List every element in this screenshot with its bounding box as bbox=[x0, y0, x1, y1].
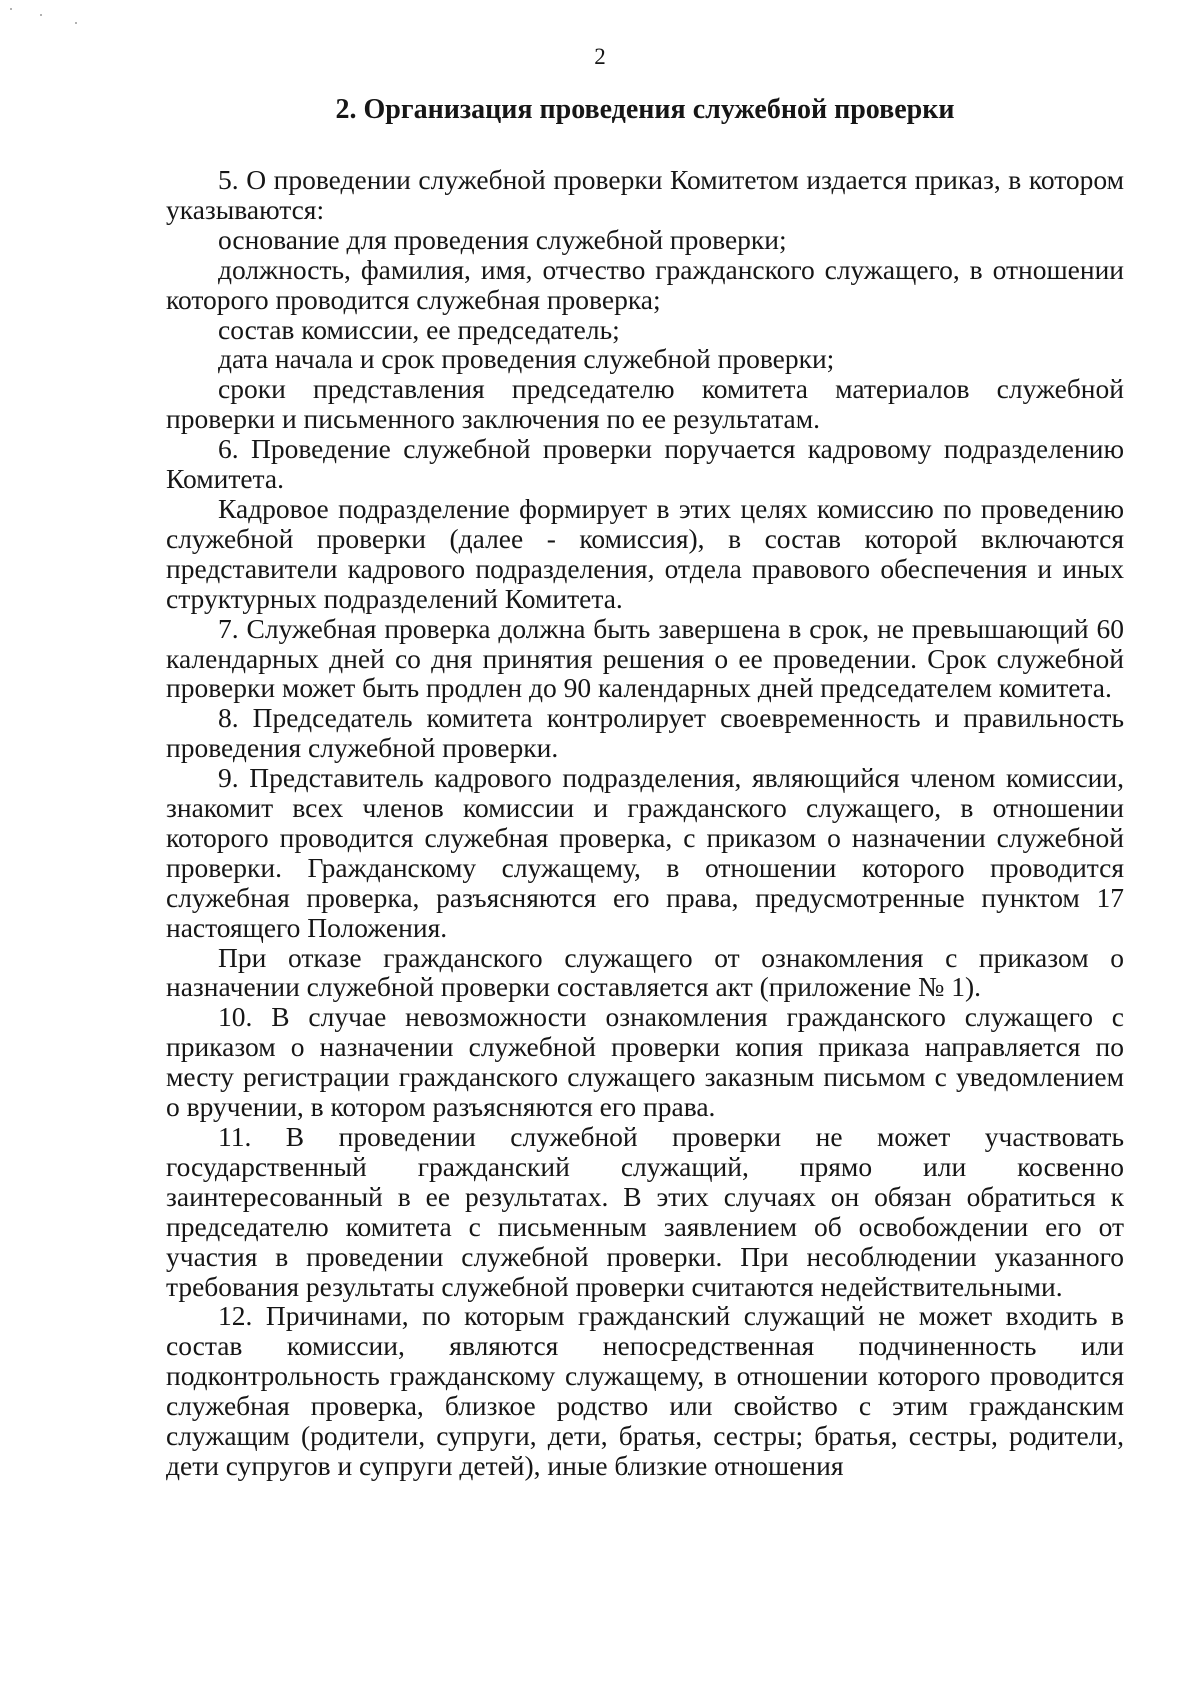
list-item-position: должность, фамилия, имя, отчество гражданского служащего, в отношении которого проводится служебная проверка; bbox=[166, 253, 1124, 315]
paragraph-9: 9. Представитель кадрового подразделения, являющийся членом комиссии, знакомит всех членов комиссии и гражданского служащего, в отношении которого проводится служебная проверка, с приказом о назначении служебной проверки. Гражданскому служащему, в отношении которого проводится служебная проверка, разъясняются его права, предусмотренные пунктом 17 настоящего Положения. bbox=[166, 762, 1124, 943]
list-item-start-date: дата начала и срок проведения служебной проверки; bbox=[218, 343, 835, 375]
paragraph-9-refusal: При отказе гражданского служащего от ознакомления с приказом о назначении служебной проверки составляется акт (приложение № 1). bbox=[166, 941, 1124, 1003]
paragraph-10: 10. В случае невозможности ознакомления гражданского служащего с приказом о назначении служебной проверки копия приказа направляется по месту регистрации гражданского служащего заказным письмом с уведомлением о вручении, в котором разъясняются его права. bbox=[166, 1001, 1124, 1123]
page-number: 2 bbox=[594, 44, 606, 69]
list-item-deadlines: сроки представления председателю комитета материалов служебной проверки и письменного заключения по ее результатам. bbox=[166, 373, 1124, 435]
paragraph-6-detail: Кадровое подразделение формирует в этих целях комиссию по проведению служебной проверки (далее - комиссия), в состав которой включаются представители кадрового подразделения, отдела правового обеспечения и иных структурных подразделений Комитета. bbox=[166, 492, 1124, 614]
paragraph-11: 11. В проведении служебной проверки не может участвовать государственный гражданский служащий, прямо или косвенно заинтересованный в ее результатах. В этих случаях он обязан обратиться к председателю комитета с письменным заявлением об освобождении его от участия в проведении служебной проверки. При несоблюдении указанного требования результаты служебной проверки считаются недействительными. bbox=[166, 1121, 1124, 1302]
document-body bbox=[166, 165, 1124, 1481]
scan-speck bbox=[40, 14, 42, 16]
scan-speck bbox=[10, 8, 12, 10]
list-item-basis: основание для проведения служебной проверки; bbox=[218, 223, 787, 255]
paragraph-7: 7. Служебная проверка должна быть завершена в срок, не превышающий 60 календарных дней со дня принятия решения о ее проведении. Срок служебной проверки может быть продлен до 90 календарных дней председателем комитета. bbox=[166, 612, 1124, 704]
paragraph-5: 5. О проведении служебной проверки Комитетом издается приказ, в котором указываются: bbox=[166, 164, 1124, 225]
paragraph-12: 12. Причинами, по которым гражданский служащий не может входить в состав комиссии, являются непосредственная подчиненность или подконтрольность гражданскому служащему, в отношении которого проводится служебная проверка, близкое родство или свойство с этим гражданским служащим (родители, супруги, дети, братья, сестры; братья, сестры, родители, дети супругов и супруги детей), иные близкие отношения bbox=[166, 1300, 1124, 1481]
paragraph-6: 6. Проведение служебной проверки поручается кадровому подразделению Комитета. bbox=[166, 433, 1124, 495]
scan-speck bbox=[75, 22, 77, 24]
list-item-commission: состав комиссии, ее председатель; bbox=[218, 313, 620, 345]
section-title: 2. Организация проведения служебной проверки bbox=[335, 94, 955, 125]
paragraph-8: 8. Председатель комитета контролирует своевременность и правильность проведения служебной проверки. bbox=[166, 702, 1124, 764]
